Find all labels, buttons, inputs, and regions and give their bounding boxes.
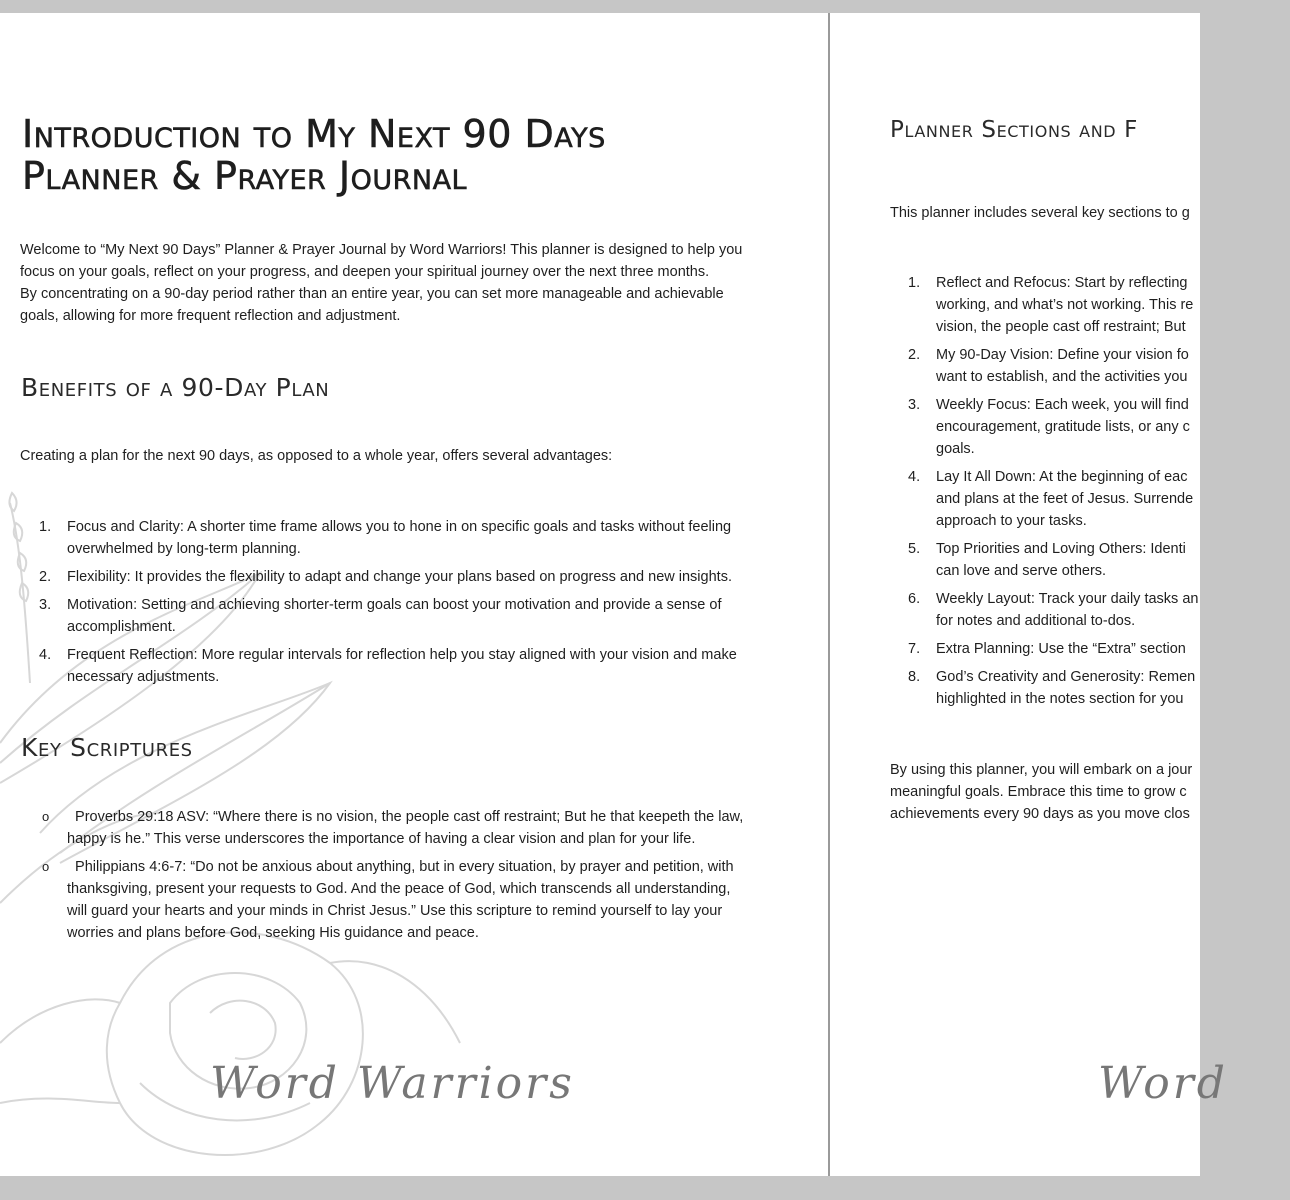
benefits-list — [21, 516, 811, 694]
title-line-1: Introduction to My Next 90 Days — [22, 112, 606, 156]
list-item-text: Motivation: Setting and achieving shorter-term goals can boost your motivation and provide a sense of — [67, 597, 722, 613]
list-number: 2. — [39, 569, 52, 585]
list-item-text: Frequent Reflection: More regular intervals for reflection help you stay aligned with your vision and make — [67, 647, 737, 663]
scripture-text: will guard your hearts and your minds in Christ Jesus.” Use this scripture to remind yourself to lay your — [67, 903, 723, 919]
list-item-text: My 90-Day Vision: Define your vision fo — [936, 347, 1189, 363]
closing-paragraph — [890, 759, 1192, 825]
closing-line: By using this planner, you will embark on a jour — [890, 762, 1193, 778]
word-warriors-logo-partial: Word — [1098, 1058, 1228, 1109]
sections-list — [890, 272, 1290, 716]
list-item — [890, 466, 1290, 532]
list-item — [890, 588, 1290, 632]
closing-line: meaningful goals. Embrace this time to grow c — [890, 784, 1187, 800]
list-item-text: Lay It All Down: At the beginning of eac — [936, 469, 1188, 485]
list-number: 4. — [908, 469, 921, 485]
list-item-text: can love and serve others. — [936, 563, 1107, 579]
intro-line: By concentrating on a 90-day period rather than an entire year, you can set more manageable and achievable — [20, 286, 724, 302]
title-line-2: Planner & Prayer Journal — [22, 154, 468, 198]
list-item-text: God’s Creativity and Generosity: Remen — [936, 669, 1196, 685]
word-warriors-logo: Word Warriors — [210, 1058, 575, 1109]
list-item-text: highlighted in the notes section for you — [936, 691, 1184, 707]
list-item-text: for notes and additional to-dos. — [936, 613, 1136, 629]
list-item-text: Weekly Layout: Track your daily tasks an — [936, 591, 1199, 607]
scripture-text: worries and plans before God, seeking His guidance and peace. — [67, 925, 479, 941]
list-item-text: Reflect and Refocus: Start by reflecting — [936, 275, 1188, 291]
scripture-text: happy is he.” This verse underscores the importance of having a clear vision and plan for your life. — [67, 831, 696, 847]
list-number: 6. — [908, 591, 921, 607]
list-number: 3. — [39, 597, 52, 613]
list-item — [890, 538, 1290, 582]
list-item-text: and plans at the feet of Jesus. Surrende — [936, 491, 1194, 507]
list-item — [21, 806, 811, 850]
intro-line: Welcome to “My Next 90 Days” Planner & Prayer Journal by Word Warriors! This planner is designed to help you — [20, 242, 743, 258]
list-item-text: working, and what’s not working. This re — [936, 297, 1194, 313]
list-item-text: encouragement, gratitude lists, or any c — [936, 419, 1190, 435]
list-item-text: goals. — [936, 441, 975, 457]
list-item — [890, 394, 1290, 460]
list-item-text: necessary adjustments. — [67, 669, 220, 685]
list-number: 5. — [908, 541, 921, 557]
list-item — [21, 856, 811, 944]
list-number: 3. — [908, 397, 921, 413]
list-item — [890, 666, 1290, 710]
list-item-text: Flexibility: It provides the flexibility to adapt and change your plans based on progress and new insights. — [67, 569, 732, 585]
page-title — [22, 113, 606, 197]
list-item-text: approach to your tasks. — [936, 513, 1087, 529]
closing-line: achievements every 90 days as you move clos — [890, 806, 1190, 822]
bullet-icon: o — [42, 809, 50, 824]
benefits-intro: Creating a plan for the next 90 days, as opposed to a whole year, offers several advantages: — [20, 448, 613, 464]
scripture-text: Philippians 4:6-7: “Do not be anxious about anything, but in every situation, by prayer and petition, with — [67, 859, 734, 875]
list-number: 1. — [908, 275, 921, 291]
bullet-icon: o — [42, 859, 50, 874]
list-item-text: Extra Planning: Use the “Extra” section — [936, 641, 1186, 657]
list-item — [21, 516, 811, 560]
list-number: 8. — [908, 669, 921, 685]
scripture-text: thanksgiving, present your requests to God. And the peace of God, which transcends all understanding, — [67, 881, 731, 897]
list-item-text: accomplishment. — [67, 619, 176, 635]
scripture-text: Proverbs 29:18 ASV: “Where there is no vision, the people cast off restraint; But he that keepeth the law, — [67, 809, 744, 825]
intro-paragraph — [20, 239, 742, 327]
left-page — [0, 13, 828, 1176]
list-item-text: want to establish, and the activities you — [936, 369, 1188, 385]
list-number: 4. — [39, 647, 52, 663]
list-item — [21, 594, 811, 638]
benefits-heading: Benefits of a 90-Day Plan — [21, 373, 330, 402]
intro-line: goals, allowing for more frequent reflection and adjustment. — [20, 308, 401, 324]
list-item — [890, 272, 1290, 338]
list-number: 2. — [908, 347, 921, 363]
sections-heading: Planner Sections and F — [890, 117, 1138, 143]
list-item-text: vision, the people cast off restraint; But — [936, 319, 1186, 335]
sections-intro: This planner includes several key sections to g — [890, 205, 1190, 221]
list-number: 1. — [39, 519, 52, 535]
list-item-text: Top Priorities and Loving Others: Identi — [936, 541, 1186, 557]
intro-line: focus on your goals, reflect on your progress, and deepen your spiritual journey over the next three months. — [20, 264, 710, 280]
list-item — [21, 644, 811, 688]
scriptures-list — [21, 806, 811, 950]
list-item — [21, 566, 811, 588]
right-page — [830, 13, 1228, 1176]
list-number: 7. — [908, 641, 921, 657]
scriptures-heading: Key Scriptures — [21, 733, 193, 762]
list-item-text: Weekly Focus: Each week, you will find — [936, 397, 1189, 413]
list-item — [890, 638, 1290, 660]
list-item-text: Focus and Clarity: A shorter time frame allows you to hone in on specific goals and tasks without feeling — [67, 519, 732, 535]
list-item-text: overwhelmed by long-term planning. — [67, 541, 301, 557]
list-item — [890, 344, 1290, 388]
